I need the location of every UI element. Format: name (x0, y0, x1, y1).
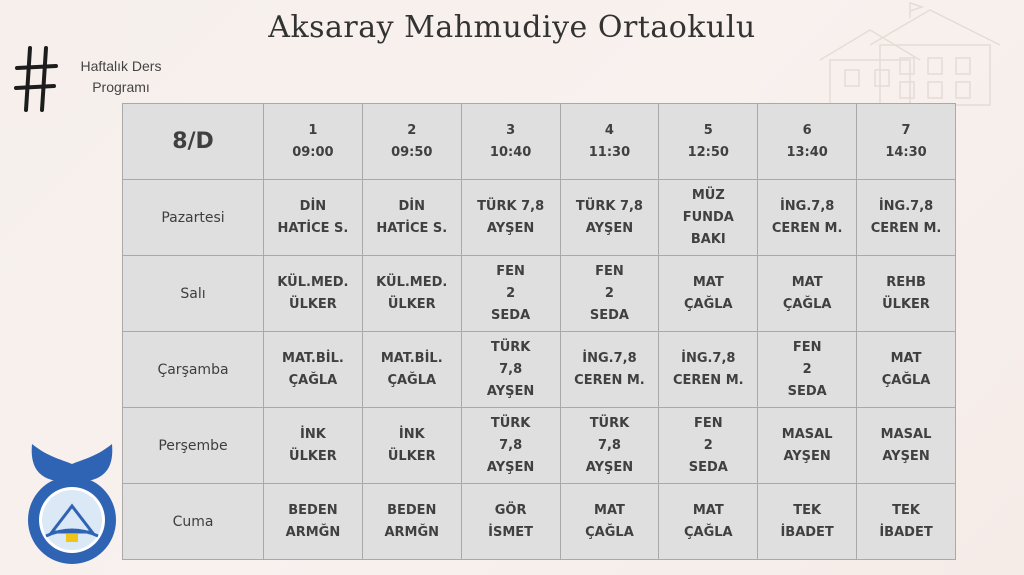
lesson-line: FUNDA (682, 209, 734, 225)
lesson-line: REHB (886, 274, 926, 290)
lesson-line: İBADET (780, 524, 834, 540)
lesson-line: MAT (692, 274, 724, 290)
lesson-line: MASAL (781, 426, 833, 442)
lesson-line: CEREN M. (771, 220, 843, 236)
day-row (123, 408, 956, 484)
lesson-cell (461, 256, 560, 332)
lesson-cell (362, 256, 461, 332)
day-row (123, 256, 956, 332)
lesson-line: HATİCE S. (277, 220, 349, 236)
lesson-line: AYŞEN (486, 220, 535, 236)
lesson-cell (264, 408, 363, 484)
lesson-cell (461, 180, 560, 256)
lesson-line: MÜZ (691, 187, 725, 203)
lesson-cell (461, 484, 560, 560)
lesson-line: TÜRK (490, 339, 531, 355)
period-header: 6 13:40 (758, 104, 857, 180)
lesson-cell (857, 256, 956, 332)
lesson-line: MAT.BİL. (380, 350, 443, 366)
period-header: 7 14:30 (857, 104, 956, 180)
lesson-line: CEREN M. (870, 220, 942, 236)
lesson-cell (758, 180, 857, 256)
day-row (123, 484, 956, 560)
lesson-line: AYŞEN (486, 383, 535, 399)
lesson-cell (659, 484, 758, 560)
subtitle-line-2: Programı (92, 79, 150, 95)
lesson-line: SEDA (491, 307, 531, 323)
lesson-cell (264, 256, 363, 332)
subtitle (66, 56, 176, 98)
lesson-line: ÜLKER (387, 296, 436, 312)
period-header: 4 11:30 (560, 104, 659, 180)
lesson-line: TEK (892, 502, 920, 518)
lesson-cell (264, 332, 363, 408)
lesson-line: İNK (398, 426, 425, 442)
timetable (122, 103, 956, 560)
lesson-cell (857, 484, 956, 560)
lesson-cell (560, 484, 659, 560)
lesson-line: 2 (506, 285, 516, 301)
lesson-line: MAT (594, 502, 625, 518)
lesson-cell (659, 332, 758, 408)
lesson-line: MASAL (880, 426, 932, 442)
lesson-line: ÜLKER (289, 448, 337, 464)
lesson-line: ÇAĞLA (881, 372, 931, 388)
header-row (123, 104, 956, 180)
lesson-line: MAT (791, 274, 823, 290)
lesson-line: DİN (398, 198, 426, 214)
lesson-line: CEREN M. (673, 372, 744, 388)
lesson-cell (560, 180, 659, 256)
lesson-cell (264, 180, 363, 256)
lesson-line: 2 (604, 285, 614, 301)
lesson-line: 2 (802, 361, 812, 377)
school-logo (22, 436, 122, 566)
period-header: 3 10:40 (461, 104, 560, 180)
lesson-cell (362, 484, 461, 560)
day-row (123, 180, 956, 256)
page-title: Aksaray Mahmudiye Ortaokulu (268, 10, 756, 45)
period-header: 5 12:50 (659, 104, 758, 180)
day-label: Çarşamba (123, 332, 264, 408)
lesson-line: KÜL.MED. (277, 274, 349, 290)
day-label: Perşembe (123, 408, 264, 484)
lesson-line: SEDA (787, 383, 827, 399)
lesson-line: AYŞEN (585, 459, 634, 475)
lesson-line: İNG.7,8 (681, 350, 736, 366)
lesson-line: MAT (692, 502, 724, 518)
lesson-line: AYŞEN (486, 459, 535, 475)
lesson-line: BEDEN (288, 502, 338, 518)
lesson-cell (362, 332, 461, 408)
lesson-line: TEK (793, 502, 822, 518)
lesson-line: 7,8 (499, 437, 523, 453)
lesson-line: İBADET (879, 524, 933, 540)
period-header: 2 09:50 (362, 104, 461, 180)
lesson-line: ÇAĞLA (683, 524, 733, 540)
lesson-line: İSMET (488, 524, 534, 540)
lesson-cell (758, 484, 857, 560)
lesson-line: ÇAĞLA (585, 524, 634, 540)
lesson-cell (560, 408, 659, 484)
lesson-line: AYŞEN (585, 220, 634, 236)
lesson-cell (264, 484, 363, 560)
lesson-line: FEN (595, 263, 624, 279)
lesson-line: KÜL.MED. (376, 274, 448, 290)
day-label: Salı (123, 256, 264, 332)
lesson-line: 2 (703, 437, 713, 453)
lesson-line: ARMĞN (285, 524, 341, 540)
lesson-line: FEN (792, 339, 822, 355)
lesson-cell (362, 408, 461, 484)
lesson-line: TÜRK (490, 415, 531, 431)
lesson-line: SEDA (688, 459, 728, 475)
lesson-line: ÇAĞLA (683, 296, 733, 312)
lesson-line: ÇAĞLA (782, 296, 832, 312)
lesson-line: MAT (890, 350, 922, 366)
lesson-cell (758, 332, 857, 408)
lesson-line: BAKI (690, 231, 726, 247)
lesson-cell (560, 332, 659, 408)
lesson-line: HATİCE S. (376, 220, 448, 236)
lesson-line: ÜLKER (882, 296, 930, 312)
lesson-line: İNG.7,8 (582, 350, 637, 366)
lesson-cell (857, 332, 956, 408)
lesson-cell (857, 408, 956, 484)
lesson-line: İNG.7,8 (878, 198, 934, 214)
lesson-line: TÜRK 7,8 (477, 198, 545, 214)
lesson-line: DİN (299, 198, 327, 214)
lesson-line: İNG.7,8 (779, 198, 835, 214)
day-label: Cuma (123, 484, 264, 560)
lesson-line: TÜRK 7,8 (575, 198, 643, 214)
lesson-line: AYŞEN (882, 448, 930, 464)
lesson-line: ÜLKER (289, 296, 337, 312)
lesson-cell (659, 408, 758, 484)
lesson-line: BEDEN (387, 502, 437, 518)
lesson-cell (857, 180, 956, 256)
lesson-line: İNK (300, 426, 326, 442)
lesson-line: 7,8 (499, 361, 523, 377)
lesson-line: ARMĞN (384, 524, 440, 540)
lesson-line: CEREN M. (574, 372, 645, 388)
lesson-line: ÜLKER (387, 448, 436, 464)
lesson-cell (659, 180, 758, 256)
period-header: 1 09:00 (264, 104, 363, 180)
lesson-cell (560, 256, 659, 332)
lesson-cell (758, 256, 857, 332)
lesson-cell (362, 180, 461, 256)
day-row (123, 332, 956, 408)
lesson-line: SEDA (589, 307, 629, 323)
lesson-line: AYŞEN (783, 448, 831, 464)
lesson-line: ÇAĞLA (387, 372, 437, 388)
class-label: 8/D (123, 104, 264, 180)
lesson-line: ÇAĞLA (288, 372, 338, 388)
lesson-cell (758, 408, 857, 484)
subtitle-line-1: Haftalık Ders (80, 58, 162, 74)
lesson-line: MAT.BİL. (282, 350, 344, 366)
lesson-cell (659, 256, 758, 332)
lesson-line: TÜRK (589, 415, 630, 431)
lesson-line: GÖR (494, 502, 527, 518)
day-label: Pazartesi (123, 180, 264, 256)
hash-icon (14, 44, 58, 114)
lesson-cell (461, 408, 560, 484)
lesson-cell (461, 332, 560, 408)
lesson-line: 7,8 (597, 437, 621, 453)
lesson-line: FEN (496, 263, 525, 279)
lesson-line: FEN (693, 415, 723, 431)
